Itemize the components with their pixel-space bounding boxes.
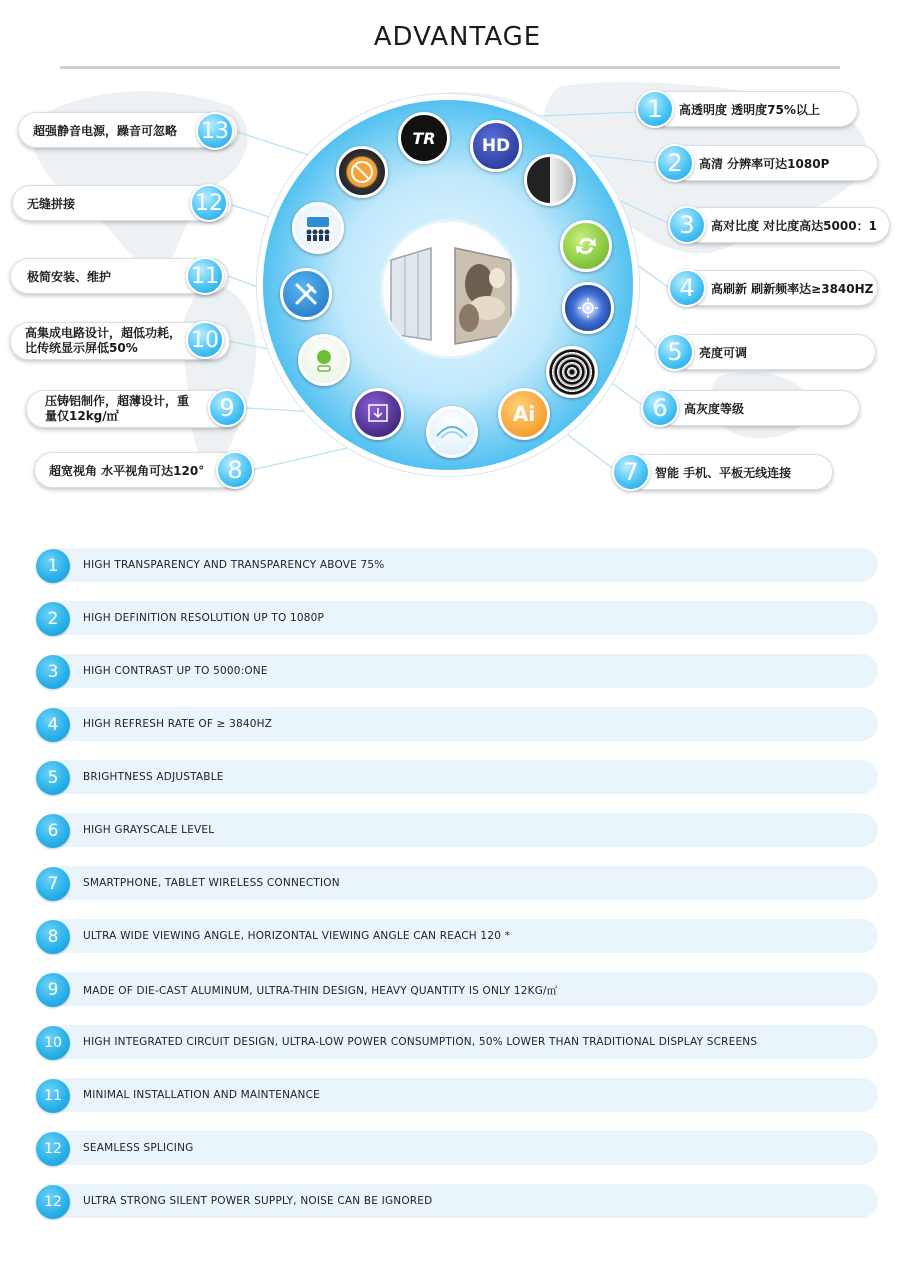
list-item-text: SEAMLESS SPLICING [83, 1142, 194, 1154]
tr-logo-icon [398, 112, 450, 164]
no-noise-icon [336, 146, 388, 198]
list-item [36, 1184, 878, 1218]
list-item-text: ULTRA STRONG SILENT POWER SUPPLY, NOISE CAN BE IGNORED [83, 1195, 433, 1207]
callout-6 [655, 390, 860, 426]
list-item [36, 760, 878, 794]
hd-label: HD [481, 136, 511, 156]
callout-12-text: 无缝拼接 [27, 196, 76, 211]
callout-1-text: 高透明度 透明度75%以上 [679, 102, 820, 117]
list-item-number: 1 [36, 549, 70, 583]
ai-label: Ai [512, 402, 536, 426]
list-item-number: 2 [36, 602, 70, 636]
list-item-number: 3 [36, 655, 70, 689]
download-arrow-icon [365, 401, 391, 427]
refresh-icon [560, 220, 612, 272]
list-item-text: ULTRA WIDE VIEWING ANGLE, HORIZONTAL VIEWING ANGLE CAN REACH 120 * [83, 930, 511, 942]
list-item [36, 972, 878, 1006]
list-item-number: 12 [36, 1132, 70, 1166]
callout-6-badge: 6 [641, 389, 679, 427]
wrench-screwdriver-icon [292, 280, 320, 308]
people-icon [301, 213, 335, 243]
list-item-number: 9 [36, 973, 70, 1007]
list-item [36, 548, 878, 582]
sun-icon [577, 297, 599, 319]
plug-icon [309, 347, 339, 373]
list-item [36, 1131, 878, 1165]
list-item-text: BRIGHTNESS ADJUSTABLE [83, 771, 224, 783]
list-item-text: SMARTPHONE, TABLET WIRELESS CONNECTION [83, 877, 340, 889]
ai-icon [498, 388, 550, 440]
callout-4-badge: 4 [668, 269, 706, 307]
callout-7 [626, 454, 833, 490]
callout-9-badge: 9 [208, 389, 246, 427]
list-item-text: MINIMAL INSTALLATION AND MAINTENANCE [83, 1089, 320, 1101]
callout-13-text: 超强静音电源，躁音可忽略 [33, 123, 178, 138]
callout-10-line2: 比传统显示屏低50% [25, 341, 138, 355]
callout-11-text: 极简安装、维护 [27, 269, 112, 284]
team-puzzle-icon [292, 202, 344, 254]
list-item [36, 866, 878, 900]
list-item-text: HIGH REFRESH RATE OF ≥ 3840HZ [83, 718, 273, 730]
callout-2 [670, 145, 878, 181]
download-thin-icon [352, 388, 404, 440]
callout-13-badge: 13 [196, 112, 234, 150]
callout-11-badge: 11 [186, 257, 224, 295]
callout-10-line1: 高集成电路设计，超低功耗， [25, 326, 182, 340]
hd-icon [470, 120, 522, 172]
callout-1 [650, 91, 858, 127]
list-item-number: 12 [36, 1185, 70, 1219]
page-title: ADVANTAGE [373, 22, 542, 52]
list-item [36, 707, 878, 741]
callout-9-line2: 量仅12kg/㎡ [45, 409, 119, 423]
list-item-text: HIGH TRANSPARENCY AND TRANSPARENCY ABOVE 75% [83, 559, 385, 571]
list-item-number: 8 [36, 920, 70, 954]
list-item [36, 654, 878, 688]
mute-sign-icon [347, 157, 377, 187]
list-item-number: 4 [36, 708, 70, 742]
list-item [36, 813, 878, 847]
callout-5-text: 亮度可调 [699, 345, 748, 360]
callout-2-badge: 2 [656, 144, 694, 182]
power-circuit-icon [298, 334, 350, 386]
list-item [36, 601, 878, 635]
list-item-text: HIGH DEFINITION RESOLUTION UP TO 1080P [83, 612, 324, 624]
brightness-icon [562, 282, 614, 334]
callout-3 [682, 207, 890, 243]
callout-5-badge: 5 [656, 333, 694, 371]
callout-1-badge: 1 [636, 90, 674, 128]
list-item-text: HIGH GRAYSCALE LEVEL [83, 824, 215, 836]
callout-10-badge: 10 [186, 321, 224, 359]
viewing-angle-icon [426, 406, 478, 458]
callout-5 [670, 334, 876, 370]
list-item-text: MADE OF DIE-CAST ALUMINUM, ULTRA-THIN DESIGN, HEAVY QUANTITY IS ONLY 12KG/㎡ [83, 985, 558, 997]
transparent-display-icon [383, 222, 517, 356]
grayscale-icon [546, 346, 598, 398]
list-item-text: HIGH CONTRAST UP TO 5000:ONE [83, 665, 268, 677]
callout-4-text: 高刷新 刷新频率达≥3840HZ [711, 281, 874, 296]
contrast-icon [524, 154, 576, 206]
callout-8-text: 超宽视角 水平视角可达120° [49, 463, 205, 478]
callout-6-text: 高灰度等级 [684, 401, 745, 416]
callout-7-text: 智能 手机、平板无线连接 [655, 465, 792, 480]
list-item-text: HIGH INTEGRATED CIRCUIT DESIGN, ULTRA-LOW POWER CONSUMPTION, 50% LOWER THAN TRADITIONAL DISPLAY SCREENS [83, 1036, 758, 1048]
tr-logo-label: TR [412, 128, 436, 148]
list-item-number: 11 [36, 1079, 70, 1113]
callout-7-badge: 7 [612, 453, 650, 491]
callout-2-text: 高清 分辨率可达1080P [699, 156, 830, 171]
wave-icon [435, 422, 469, 442]
list-item [36, 1078, 878, 1112]
callout-8-badge: 8 [216, 451, 254, 489]
list-item [36, 1025, 878, 1059]
refresh-arrows-icon [571, 231, 601, 261]
callout-9-line1: 压铸铝制作，超薄设计，重 [45, 394, 190, 408]
callout-3-badge: 3 [668, 206, 706, 244]
tools-icon [280, 268, 332, 320]
callout-12-badge: 12 [190, 184, 228, 222]
list-item [36, 919, 878, 953]
callout-3-text: 高对比度 对比度高达5000：1 [711, 218, 877, 233]
product-photo [383, 222, 517, 356]
list-item-number: 5 [36, 761, 70, 795]
callout-4 [682, 270, 878, 306]
list-item-number: 6 [36, 814, 70, 848]
list-item-number: 7 [36, 867, 70, 901]
list-item-number: 10 [36, 1026, 70, 1060]
